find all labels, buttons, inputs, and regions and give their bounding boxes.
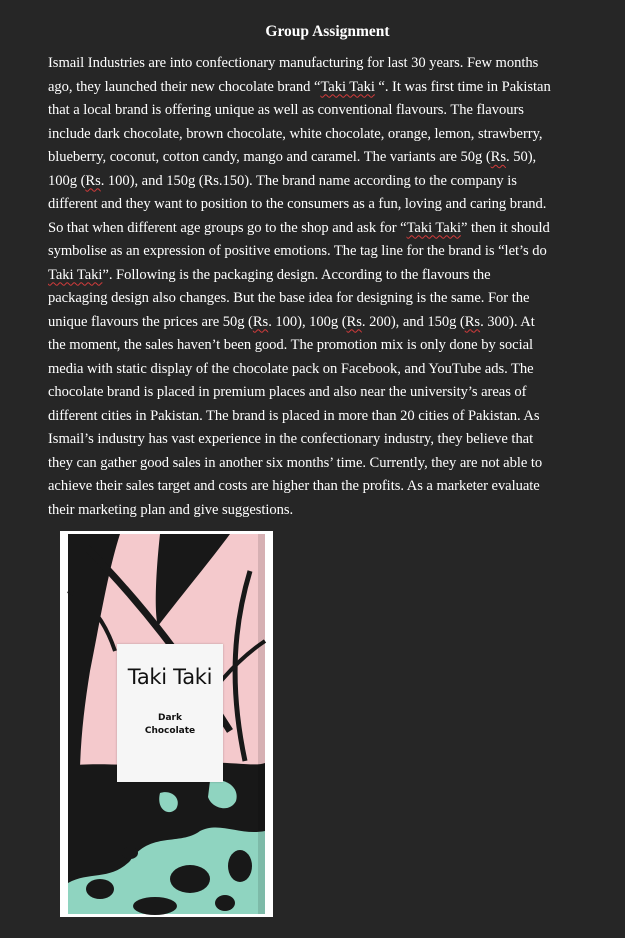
package-black-blob-3 xyxy=(133,897,177,915)
text-line xyxy=(48,405,614,429)
text-line xyxy=(48,452,614,476)
package-black-blob-1 xyxy=(86,879,114,899)
text-segment: . 200), and 150g ( xyxy=(361,313,465,330)
spellcheck-flagged-word: Rs xyxy=(346,313,362,330)
text-segment: packaging design also changes. But the base idea for designing is the same. For the xyxy=(48,290,530,306)
package-black-blob-5 xyxy=(122,847,138,859)
text-segment: different cities in Pakistan. The brand is placed in more than 20 cities of Pakistan. As xyxy=(48,407,540,424)
package-flavour-name xyxy=(130,712,210,738)
text-segment: ” then it should xyxy=(460,219,550,236)
spellcheck-flagged-word: Taki Taki xyxy=(48,266,103,283)
text-segment: achieve their sales target and costs are higher than the profits. As a marketer evaluate xyxy=(48,478,540,494)
text-line xyxy=(48,99,614,123)
text-line xyxy=(48,311,614,335)
text-segment: chocolate brand is placed in premium places and also near the university’s areas of xyxy=(48,384,527,400)
document-title: Group Assignment xyxy=(265,23,390,40)
text-line xyxy=(48,123,614,147)
text-segment: unique flavours the prices are 50g ( xyxy=(48,313,253,330)
text-line xyxy=(48,287,614,311)
spellcheck-flagged-word: Taki Taki xyxy=(406,219,461,236)
text-line xyxy=(48,240,614,264)
spellcheck-flagged-word: Rs xyxy=(464,313,481,330)
text-segment: media with static display of the chocolate pack on Facebook, and YouTube ads. The xyxy=(48,360,534,377)
text-segment: Ismail Industries are into confectionary manufacturing for last 30 years. Few months xyxy=(48,55,539,71)
spellcheck-flagged-word: Rs xyxy=(252,313,269,330)
text-segment: . 300). At xyxy=(480,313,535,330)
text-segment: different and they want to position to the consumers as a fun, loving and caring brand. xyxy=(48,196,547,212)
text-segment: the moment, the sales haven’t been good. The promotion mix is only done by social xyxy=(48,337,534,353)
text-line xyxy=(48,358,614,382)
text-segment: “. It was first time in Pakistan xyxy=(374,78,551,95)
text-line xyxy=(48,52,614,76)
spellcheck-flagged-word: Taki Taki xyxy=(320,78,375,95)
text-line xyxy=(48,193,614,217)
text-line xyxy=(48,334,614,358)
text-segment: Ismail’s industry has vast experience in the confectionary industry, they believe that xyxy=(48,431,534,447)
text-segment: ”. Following is the packaging design. According to the flavours the xyxy=(102,266,491,283)
spellcheck-flagged-word: Rs xyxy=(490,149,506,165)
text-segment: include dark chocolate, brown chocolate, white chocolate, orange, lemon, strawberry, xyxy=(48,125,543,142)
text-segment: 100g ( xyxy=(48,172,86,189)
assignment-paragraph xyxy=(48,52,614,522)
package-black-blob-2 xyxy=(170,865,210,893)
package-edge-shade xyxy=(258,534,265,914)
text-segment: . 100), 100g ( xyxy=(268,313,347,330)
text-segment: ago, they launched their new chocolate brand “ xyxy=(48,78,321,95)
text-line xyxy=(48,381,614,405)
package-flavour-line-2: Chocolate xyxy=(144,726,196,736)
text-segment: symbolise as an expression of positive emotions. The tag line for the brand is “let’s do xyxy=(48,243,547,259)
text-line xyxy=(48,475,614,499)
text-segment: blueberry, coconut, cotton candy, mango and caramel. The variants are 50g ( xyxy=(48,149,491,165)
text-line xyxy=(48,428,614,452)
text-segment: they can gather good sales in another six months’ time. Currently, they are not able to xyxy=(48,454,543,471)
text-segment: that a local brand is offering unique as well as conventional flavours. The flavours xyxy=(48,102,524,118)
package-flavour-line-1: Dark xyxy=(158,713,182,723)
text-line xyxy=(48,146,614,170)
package-black-blob-6 xyxy=(215,895,235,911)
text-segment: their marketing plan and give suggestions. xyxy=(48,501,294,518)
text-segment: . 100), and 150g (Rs.150). The brand name according to the company is xyxy=(100,172,517,189)
package-black-blob-4 xyxy=(228,850,252,882)
spellcheck-flagged-word: Rs xyxy=(85,172,101,189)
text-line xyxy=(48,264,614,288)
text-line xyxy=(48,217,614,241)
text-line xyxy=(48,170,614,194)
text-segment: . 50), xyxy=(506,149,537,165)
package-brand-name: Taki Taki xyxy=(127,665,213,689)
chocolate-package-image xyxy=(60,531,273,917)
text-line xyxy=(48,499,614,523)
text-line xyxy=(48,76,614,100)
package-label xyxy=(117,644,223,782)
text-segment: So that when different age groups go to the shop and ask for “ xyxy=(48,219,407,236)
